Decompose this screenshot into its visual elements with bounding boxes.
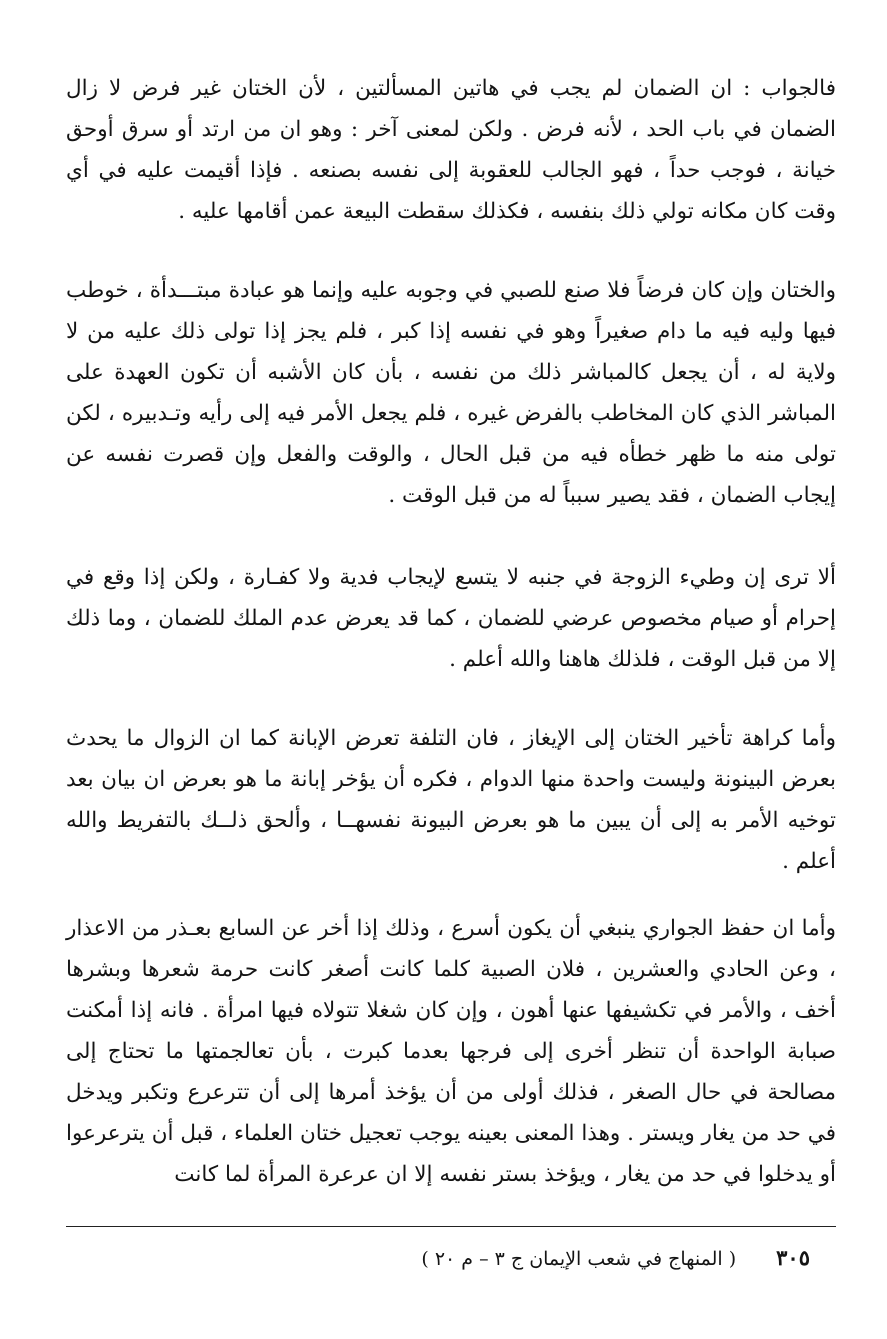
paragraph-3 [66, 557, 836, 680]
paragraph-1 [66, 68, 836, 232]
paragraph-text: وأما كراهة تأخير الختان إلى الإيغاز ، فان التلفة تعرض الإبانة كما ان الزوال ما يحدث بعرض البينونة وليست واحدة منها الدوام ، فكره أن يؤخر إبانة ما هو بعرض ان بيان بعد توخيه الأمر به إلى أن يبين ما هو بعرض البيونة نفسهــا ، وألحق ذلــك بالتفريط والله أعلم . [66, 726, 836, 874]
paragraph-2 [66, 270, 836, 516]
paragraph-text: وأما ان حفظ الجواري ينبغي أن يكون أسرع ، وذلك إذا أخر عن السابع بعـذر من الاعذار ، وعن الحادي والعشرين ، فلان الصبية كلما كانت أصغر كانت حرمة شعرها وبشرها أخف ، والأمر في تكشيفها عنها أهون ، وإن كان شغلا تتولاه فيها امرأة . فانه إذا أمكنت صبابة الواحدة أن تنظر أخرى إلى فرجها بعدما كبرت ، بأن تعالجمتها ما تحتاج إلى مصالحة في حال الصغر ، فذلك أولى من أن يؤخذ أمرها إلى أن تترعرع وتكبر ويدخل في حد من يغار ويستر . وهذا المعنى بعينه يوجب تعجيل ختان العلماء ، قبل أن يترعرعوا أو يدخلوا في حد من يغار ، ويؤخذ بستر نفسه إلا ان عرعرة المرأة لما كانت [65, 916, 836, 1187]
book-reference: ( المنهاج في شعب الإيمان ج ٣ – م ٢٠ ) [421, 1248, 737, 1270]
page-number: ٣٠٥ [776, 1245, 810, 1270]
page-footer [80, 1245, 810, 1270]
paragraph-4 [66, 718, 836, 882]
paragraph-text: والختان وإن كان فرضاً فلا صنع للصبي في وجوبه عليه وإنما هو عبادة مبتـــدأة ، خوطب فيها وليه فيه ما دام صغيراً وهو في نفسه إذا كبر ، فلم يجز إذا تولى ذلك عليه من لا ولاية له ، أن يجعل كالمباشر ذلك من نفسه ، بأن كان الأشبه أن تكون العهدة على المباشر الذي كان المخاطب بالفرض غيره ، فلم يجعل الأمر فيه إلى رأيه وتـدبيره ، لكن تولى منه ما ظهر خطأه فيه من قبل الحال ، والوقت والفعل وإن قصرت نفسه عن إيجاب الضمان ، فقد يصير سبباً له من قبل الوقت . [66, 278, 836, 508]
paragraph-text: فالجواب : ان الضمان لم يجب في هاتين المسألتين ، لأن الختان غير فرض لا زال الضمان في باب الحد ، لأنه فرض . ولكن لمعنى آخر : وهو ان من ارتد أو سرق أوحق خيانة ، فوجب حداً ، فهو الجالب للعقوبة إلى نفسه بصنعه . فإذا أقيمت عليه في أي وقت كان مكانه تولي ذلك بنفسه ، فكذلك سقطت البيعة عمن أقامها عليه . [66, 76, 836, 224]
paragraph-5 [66, 908, 836, 1195]
paragraph-text: ألا ترى إن وطيء الزوجة في جنبه لا يتسع لإيجاب فدية ولا كفـارة ، ولكن إذا وقع في إحرام أو صيام مخصوص عرضي للضمان ، كما قد يعرض عدم الملك للضمان ، وما ذلك إلا من قبل الوقت ، فلذلك هاهنا والله أعلم . [66, 565, 836, 672]
footer-divider [66, 1226, 836, 1227]
